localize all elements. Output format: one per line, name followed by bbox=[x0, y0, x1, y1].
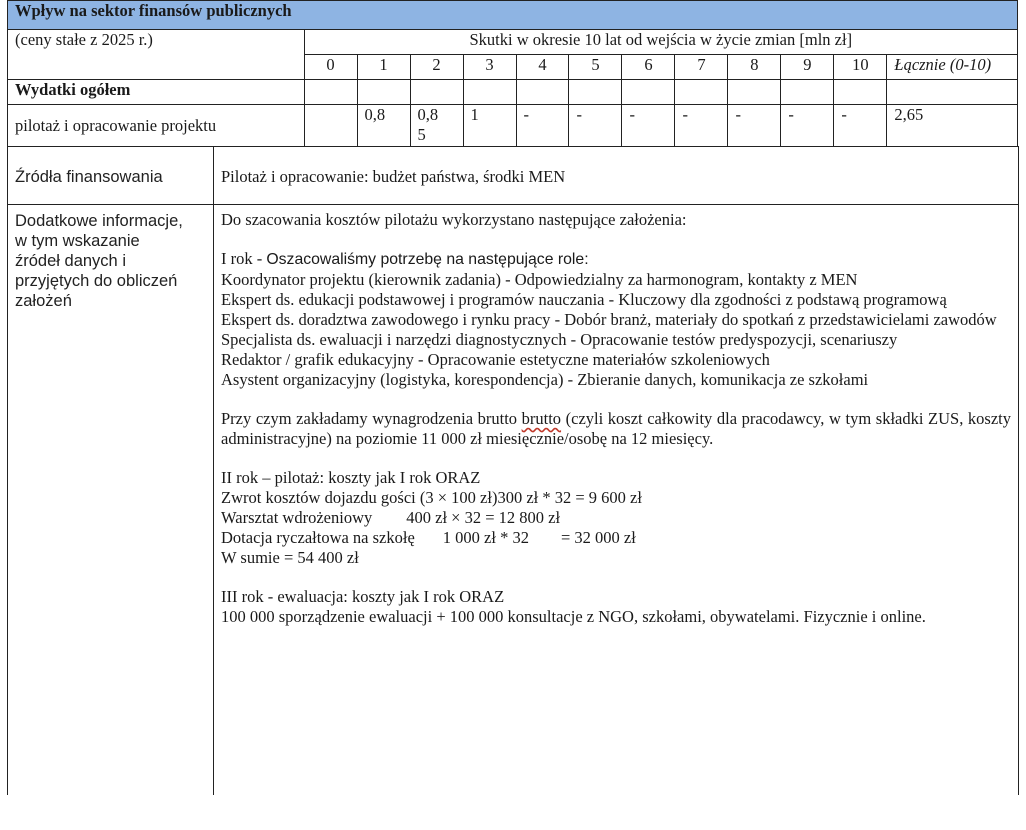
year2-line: Warsztat wdrożeniowy 400 zł × 32 = 12 800 zł bbox=[221, 508, 561, 527]
role-item: Ekspert ds. edukacji podstawowej i programów nauczania - Kluczowy dla zgodności z podstawą programową bbox=[221, 290, 947, 309]
pilot-total: 2,65 bbox=[887, 105, 1018, 147]
value-cell: - bbox=[675, 105, 728, 147]
pilot-row-label: pilotaż i opracowanie projektu bbox=[8, 105, 305, 147]
year-cell: 7 bbox=[675, 55, 728, 80]
role-item: Ekspert ds. doradztwa zawodowego i rynku pracy - Dobór branż, materiały do spotkań z przedstawicielami zawodów bbox=[221, 310, 997, 329]
role-item: Specjalista ds. ewaluacji i narzędzi diagnostycznych - Opracowanie testów predyspozycji, scenariuszy bbox=[221, 330, 898, 349]
year2-sum: W sumie = 54 400 zł bbox=[221, 548, 359, 567]
value-cell: - bbox=[516, 105, 569, 147]
additional-content bbox=[214, 205, 1019, 795]
year-cell: 8 bbox=[728, 55, 781, 80]
value-cell bbox=[304, 105, 357, 147]
year-cell: 6 bbox=[622, 55, 675, 80]
funding-row bbox=[8, 147, 1019, 205]
value-cell: 1 bbox=[463, 105, 516, 147]
role-item: Koordynator projektu (kierownik zadania) - Odpowiedzialny za harmonogram, kontakty z MEN bbox=[221, 270, 858, 289]
year-cell: 2 bbox=[410, 55, 463, 80]
value-cell: - bbox=[622, 105, 675, 147]
value-cell: - bbox=[781, 105, 834, 147]
value-cell: 0,8 bbox=[357, 105, 410, 147]
value-cell: 0,8 5 bbox=[410, 105, 463, 147]
year-cell: 5 bbox=[569, 55, 622, 80]
document-page bbox=[7, 0, 1018, 795]
prices-note: (ceny stałe z 2025 r.) bbox=[8, 30, 305, 80]
subheader-row bbox=[8, 30, 1018, 55]
additional-label: Dodatkowe informacje, w tym wskazanie źródeł danych i przyjętych do obliczeń założeń bbox=[8, 205, 214, 795]
pilot-row bbox=[8, 105, 1018, 147]
value-cell: - bbox=[728, 105, 781, 147]
year3-text: 100 000 sporządzenie ewaluacji + 100 000 konsultacje z NGO, szkołami, obywatelami. Fizycznie i online. bbox=[221, 607, 926, 626]
year2-line: Dotacja ryczałtowa na szkołę 1 000 zł * 32 = 32 000 zł bbox=[221, 528, 636, 547]
value-cell: - bbox=[569, 105, 622, 147]
year2-line: Zwrot kosztów dojazdu gości (3 × 100 zł)300 zł * 32 = 9 600 zł bbox=[221, 488, 642, 507]
year-cell: 9 bbox=[781, 55, 834, 80]
funding-label: Źródła finansowania bbox=[8, 147, 214, 205]
additional-info-row bbox=[8, 205, 1019, 795]
total-header: Łącznie (0-10) bbox=[887, 55, 1018, 80]
year-cell: 0 bbox=[304, 55, 357, 80]
intro-text: Do szacowania kosztów pilotażu wykorzystano następujące założenia: bbox=[221, 210, 687, 229]
details-table bbox=[7, 146, 1019, 795]
year-cell: 1 bbox=[357, 55, 410, 80]
header-row bbox=[8, 1, 1018, 30]
year3-heading: III rok - ewaluacja: koszty jak I rok ORAZ bbox=[221, 587, 505, 606]
effects-title: Skutki w okresie 10 lat od wejścia w życie zmian [mln zł] bbox=[304, 30, 1017, 55]
section-title: Wpływ na sektor finansów publicznych bbox=[8, 1, 1018, 30]
year-cell: 3 bbox=[463, 55, 516, 80]
year2-heading: II rok – pilotaż: koszty jak I rok ORAZ bbox=[221, 468, 481, 487]
role-item: Asystent organizacyjny (logistyka, korespondencja) - Zbieranie danych, komunikacja ze szkołami bbox=[221, 370, 869, 389]
year-cell: 10 bbox=[834, 55, 887, 80]
value-cell: - bbox=[834, 105, 887, 147]
year1-heading: I rok - Oszacowaliśmy potrzebę na następujące role: bbox=[221, 249, 589, 268]
salary-text: Przy czym zakładamy wynagrodzenia brutto brutto (czyli koszt całkowity dla pracodawcy, w tym składki ZUS, koszty administracyjne) na poziomie 11 000 zł miesięcznie/osobę na 12 miesięcy. bbox=[221, 409, 1011, 448]
funding-text: Pilotaż i opracowanie: budżet państwa, środki MEN bbox=[214, 147, 1019, 205]
finance-impact-table bbox=[7, 0, 1018, 147]
expenses-total-label: Wydatki ogółem bbox=[8, 80, 305, 105]
role-item: Redaktor / grafik edukacyjny - Opracowanie estetyczne materiałów szkoleniowych bbox=[221, 350, 770, 369]
expenses-total-row bbox=[8, 80, 1018, 105]
year-cell: 4 bbox=[516, 55, 569, 80]
